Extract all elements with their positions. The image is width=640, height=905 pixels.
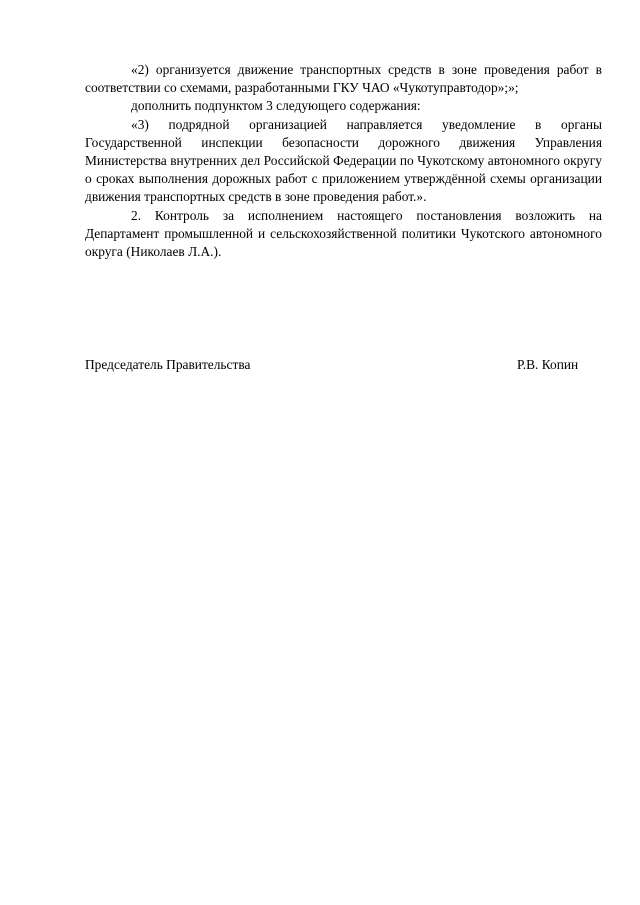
document-body <box>85 61 602 261</box>
signatory-name: Р.В. Копин <box>517 357 579 372</box>
paragraph-item-3: «3) подрядной организацией направляется уведомление в органы Государственной инспекции безопасности дорожного движения Управления Министерства внутренних дел Российской Федерации по Чукотскому автономного округу о сроках выполнения дорожных работ с приложением утверждённой схемы организации движения транспортных средств в зоне проведения работ.». <box>85 116 602 205</box>
paragraph-item-2: «2) организуется движение транспортных средств в зоне проведения работ в соответствии со схемами, разработанными ГКУ ЧАО «Чукотуправтодор»;»; <box>85 62 602 96</box>
paragraph-control-clause: 2. Контроль за исполнением настоящего постановления возложить на Департамент промышленной и сельскохозяйственной политики Чукотского автономного округа (Николаев Л.А.). <box>85 207 602 260</box>
paragraph-supplement-note: дополнить подпунктом 3 следующего содержания: <box>131 98 421 114</box>
signatory-title: Председатель Правительства <box>85 357 251 372</box>
